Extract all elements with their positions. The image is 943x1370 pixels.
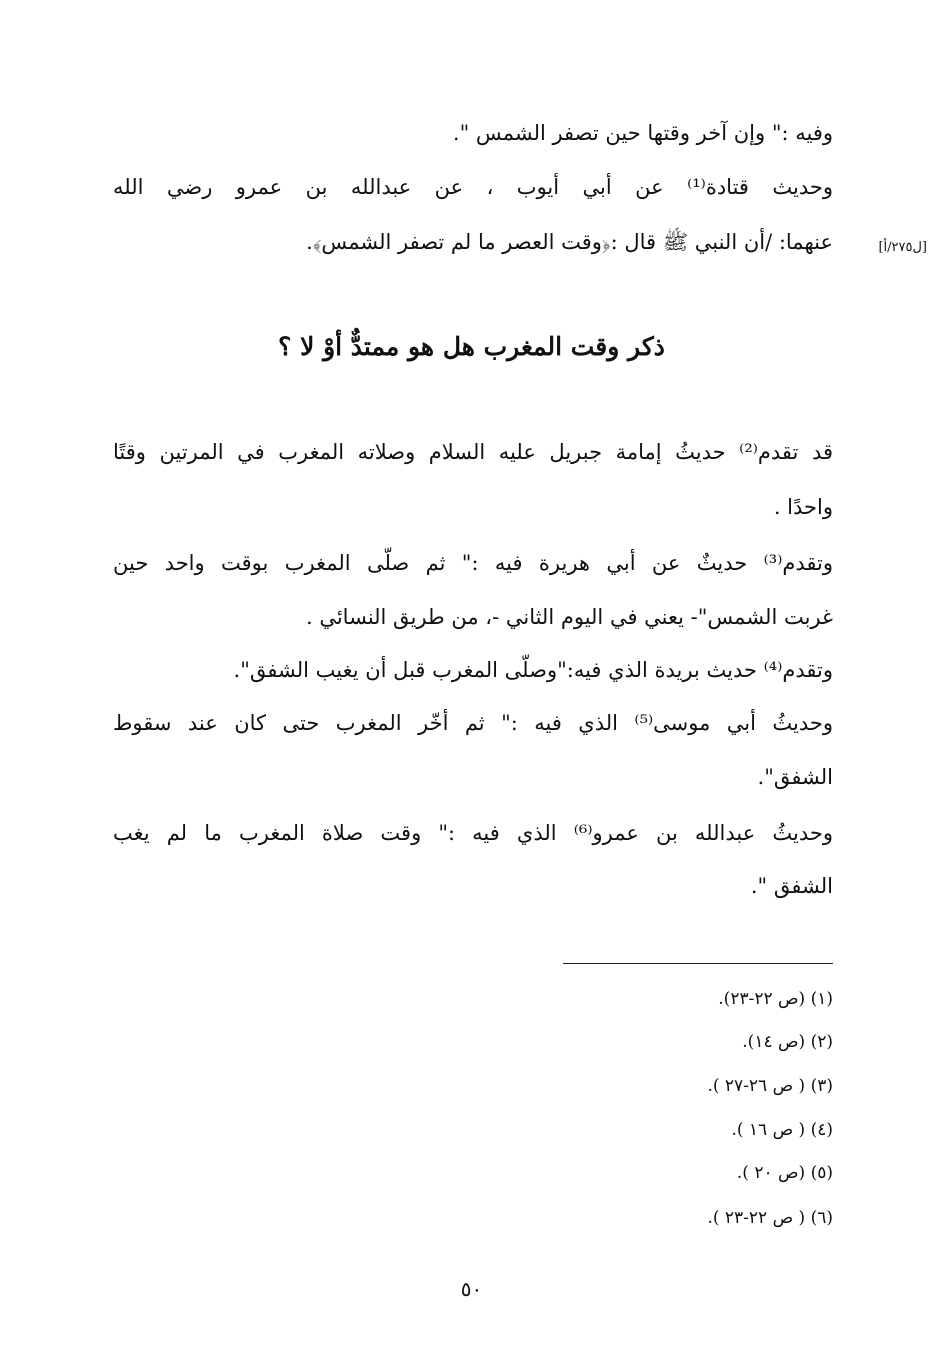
text-line: وتقدم⁽⁴⁾ حديث بريدة الذي فيه:"وصلّى المغرب قبل أن يغيب الشفق".	[233, 658, 833, 682]
manuscript-folio-reference: [ل٢٧٥/أ]	[878, 240, 927, 255]
text-line: غربت الشمس"- يعني في اليوم الثاني -، من طريق النسائي .	[305, 605, 833, 629]
text-line: الشفق ".	[750, 874, 833, 898]
text-line: الشفق".	[757, 765, 833, 789]
text-line: وحديثُ عبدالله بن عمرو⁽⁶⁾ الذي فيه :" وقت صلاة المغرب ما لم يغب	[113, 821, 833, 845]
text-line: وحديث قتادة⁽¹⁾ عن أبي أيوب ، عن عبدالله بن عمرو رضي الله	[113, 175, 833, 199]
footnote: (٤) ( ص ١٦ ).	[731, 1120, 833, 1140]
text-line: قد تقدم⁽²⁾ حديثُ إمامة جبريل عليه السلام وصلاته المغرب في المرتين وقتًا	[113, 440, 834, 464]
footnote: (٣) ( ص ٢٦-٢٧ ).	[707, 1076, 833, 1096]
footnote: (١) (ص ٢٢-٢٣).	[718, 989, 833, 1009]
text-line: وفيه :" وإن آخر وقتها حين تصفر الشمس ".	[452, 121, 833, 145]
footnote: (٥) (ص ٢٠ ).	[736, 1163, 833, 1183]
footnote-separator	[563, 963, 833, 964]
text-line: وتقدم⁽³⁾ حديثٌ عن أبي هريرة فيه :" ثم صلّى المغرب بوقت واحد حين	[113, 551, 833, 575]
page-number: ٥٠	[460, 1277, 483, 1301]
footnote: (٦) ( ص ٢٢-٢٣ ).	[707, 1208, 833, 1228]
text-line: وحديثُ أبي موسى⁽⁵⁾ الذي فيه :" ثم أخّر المغرب حتى كان عند سقوط	[113, 711, 833, 735]
section-heading: ذكر وقت المغرب هل هو ممتدٌّ أوْ لا ؟	[278, 332, 665, 361]
text-line: عنهما: /أن النبي ﷺ قال :﴿وقت العصر ما لم تصفر الشمس﴾.	[306, 230, 833, 254]
text-line: واحدًا .	[773, 495, 833, 519]
footnote: (٢) (ص ١٤).	[742, 1032, 833, 1052]
